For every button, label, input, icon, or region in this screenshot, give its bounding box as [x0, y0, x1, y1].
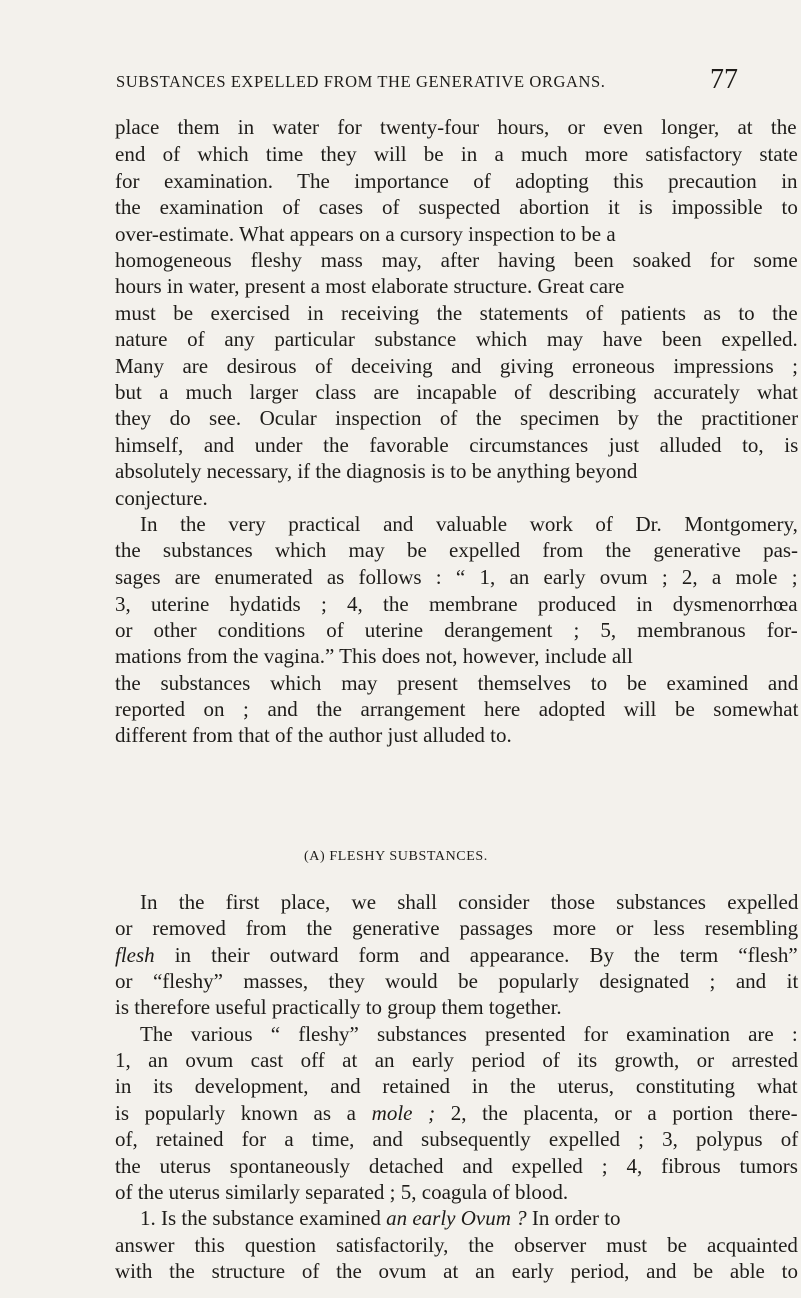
running-head-title: SUBSTANCES EXPELLED FROM THE GENERATIVE ORGANS.: [116, 72, 606, 91]
italic-term: an early Ovum ?: [386, 1206, 527, 1230]
text-line: absolutely necessary, if the diagnosis is to be anything beyond: [115, 459, 638, 483]
text-line: 3, uterine hydatids ; 4, the membrane produced in dysmenorrhœa: [115, 592, 798, 616]
text-line: the examination of cases of suspected abortion it is impossible to: [115, 195, 798, 219]
text-line: Many are desirous of deceiving and giving erroneous impressions ;: [115, 354, 798, 378]
text-line: sages are enumerated as follows : “ 1, an early ovum ; 2, a mole ;: [115, 565, 798, 589]
text-line: they do see. Ocular inspection of the specimen by the practitioner: [115, 406, 799, 430]
page-number: 77: [710, 64, 738, 95]
text-line: homogeneous fleshy mass may, after having been soaked for some: [115, 248, 798, 272]
text-line: must be exercised in receiving the statements of patients as to the: [115, 301, 798, 325]
text-line: of the uterus similarly separated ; 5, coagula of blood.: [115, 1180, 569, 1204]
text-line: of, retained for a time, and subsequently expelled ; 3, polypus of: [115, 1127, 799, 1151]
text-line: place them in water for twenty-four hours, or even longer, at the: [115, 115, 797, 139]
text-line: In the first place, we shall consider those substances expelled: [140, 890, 799, 914]
text-line: is popularly known as a mole ; 2, the placenta, or a portion there-: [115, 1101, 798, 1125]
text-line: flesh in their outward form and appearance. By the term “flesh”: [115, 943, 798, 967]
italic-term: mole ;: [371, 1101, 436, 1125]
text-line: or “fleshy” masses, they would be popularly designated ; and it: [115, 969, 799, 993]
section-heading: (A) FLESHY SUBSTANCES.: [304, 849, 488, 864]
running-head: [116, 66, 736, 98]
text-line: but a much larger class are incapable of describing accurately what: [115, 380, 798, 404]
text-line: mations from the vagina.” This does not, however, include all: [115, 644, 633, 668]
text-line: with the structure of the ovum at an early period, and be able to: [115, 1259, 798, 1283]
text-line: or other conditions of uterine derangement ; 5, membranous for-: [115, 618, 798, 642]
text-line: 1. Is the substance examined an early Ovum ? In order to: [140, 1206, 621, 1230]
text-line: The various “ fleshy” substances presented for examination are :: [140, 1022, 798, 1046]
text-line: is therefore useful practically to group them together.: [115, 995, 562, 1019]
text-line: the substances which may present themselves to be examined and: [115, 671, 799, 695]
text-line: in its development, and retained in the uterus, constituting what: [115, 1074, 798, 1098]
text-line: the substances which may be expelled from the generative pas-: [115, 538, 799, 562]
text-line: conjecture.: [115, 486, 208, 510]
text-line: nature of any particular substance which may have been expelled.: [115, 327, 798, 351]
text-line: over-estimate. What appears on a cursory inspection to be a: [115, 222, 616, 246]
text-line: himself, and under the favorable circumstances just alluded to, is: [115, 433, 799, 457]
text-line: In the very practical and valuable work of Dr. Montgomery,: [140, 512, 798, 536]
text-line: for examination. The importance of adopting this precaution in: [115, 169, 798, 193]
text-line: different from that of the author just alluded to.: [115, 723, 512, 747]
text-line: the uterus spontaneously detached and expelled ; 4, fibrous tumors: [115, 1154, 798, 1178]
text-line: or removed from the generative passages more or less resembling: [115, 916, 799, 940]
text-line: hours in water, present a most elaborate structure. Great care: [115, 274, 625, 298]
text-line: 1, an ovum cast off at an early period of its growth, or arrested: [115, 1048, 799, 1072]
italic-term: flesh: [115, 943, 155, 967]
text-line: end of which time they will be in a much more satisfactory state: [115, 142, 798, 166]
text-line: reported on ; and the arrangement here adopted will be somewhat: [115, 697, 799, 721]
text-line: answer this question satisfactorily, the observer must be acquainted: [115, 1233, 798, 1257]
